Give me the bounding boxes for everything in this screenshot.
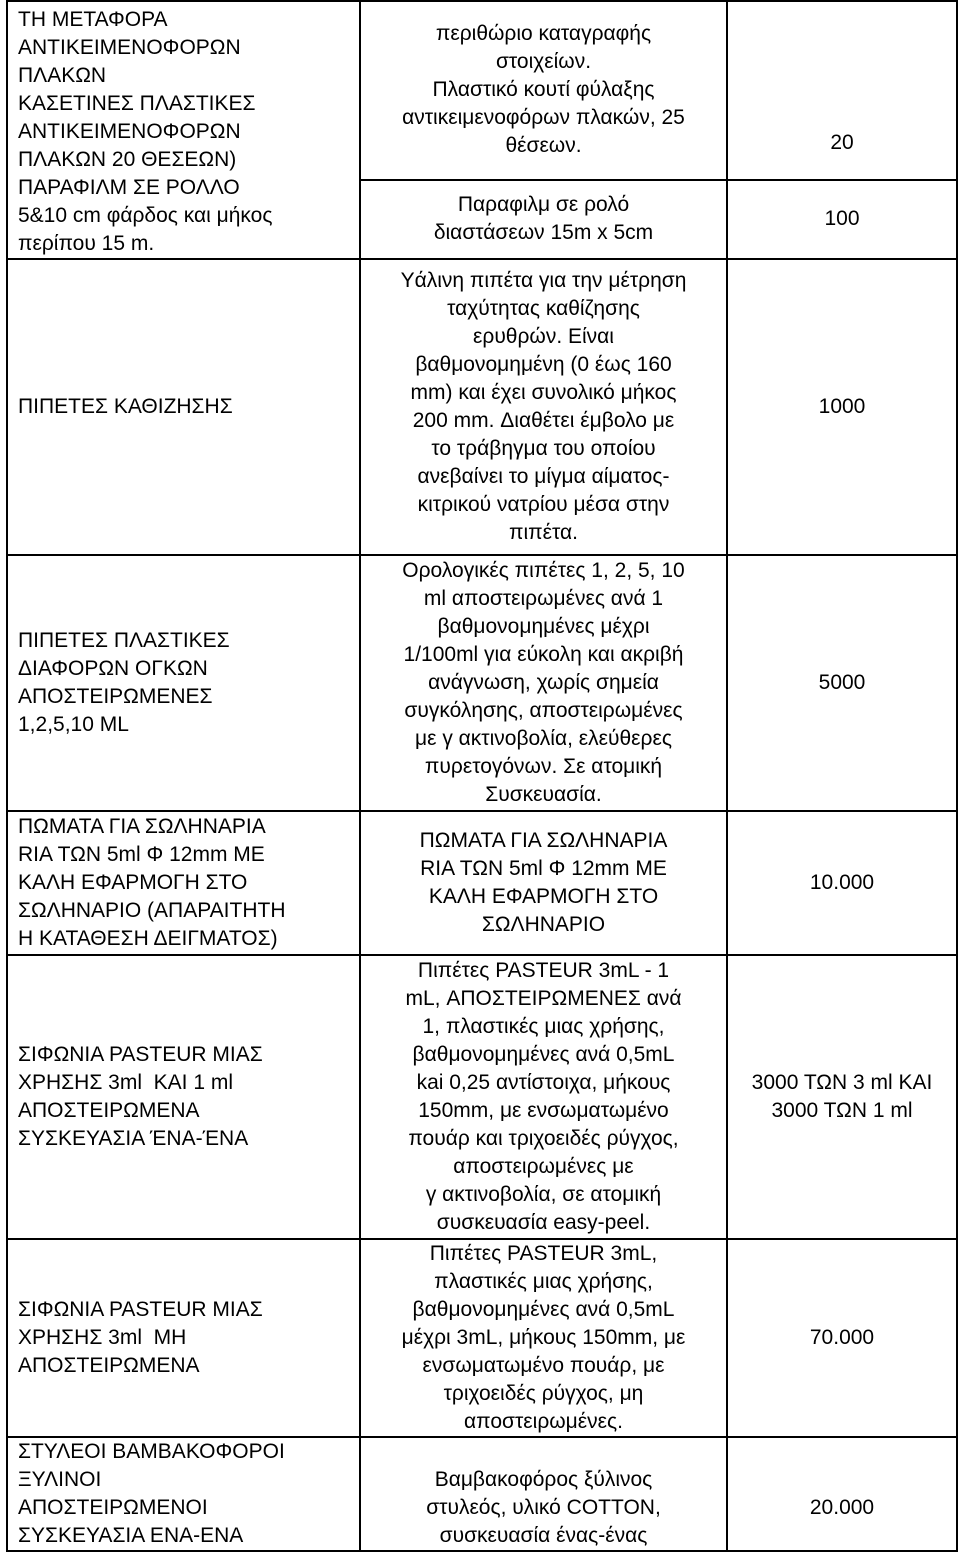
description-text: 200 mm. Διαθέτει έμβολο με [412,409,675,432]
description-text: βαθμονομημένες ανά 0,5mL [412,1298,675,1321]
description-cell [360,1,727,180]
description-text: ΣΩΛΗΝΑΡΙΟ [481,913,606,936]
description-cell [360,180,727,259]
table-row [7,1239,957,1437]
description-text: πλαστικές μιας χρήσης, [434,1270,653,1293]
description-text: πιπέτα. [509,521,578,544]
item-text: ΞΥΛΙΝΟΙ [18,1468,102,1491]
description-text: mL, ΑΠΟΣΤΕΙΡΩΜΕΝΕΣ ανά [405,987,682,1010]
quantity-text: 20.000 [809,1496,875,1519]
item-text: ΠΛΑΚΩΝ 20 ΘΕΣΕΩΝ) [18,148,237,171]
table-row [7,955,957,1239]
description-text: κιτρικού νατρίου μέσα στην [417,493,670,516]
quantity-cell [727,811,957,955]
item-text: ΑΝΤΙΚΕΙΜΕΝΟΦΟΡΩΝ [18,36,241,59]
items-table-body [7,1,957,1551]
description-text: Ορολογικές πιπέτες 1, 2, 5, 10 [402,559,685,582]
description-text: kai 0,25 αντίστοιχα, μήκους [416,1071,671,1094]
description-text: αποστειρωμένες με [453,1155,634,1178]
description-text: συσκευασία ένας-ένας [439,1524,648,1547]
description-text: περιθώριο καταγραφής [435,22,652,46]
item-text: ΧΡΗΣΗΣ 3ml ΚΑΙ 1 ml [18,1071,234,1094]
description-text: Πιπέτες PASTEUR 3mL, [429,1242,658,1265]
item-text: ΚΑΛΗ ΕΦΑΡΜΟΓΗ ΣΤΟ [18,871,248,894]
description-text: συγκόλησης, αποστειρωμένες [404,699,683,722]
item-text: ΠΛΑΚΩΝ [18,64,107,87]
description-text: ταχύτητας καθίζησης [447,297,640,320]
item-text: ΣΩΛΗΝΑΡΙΟ (ΑΠΑΡΑΙΤΗΤΗ [18,899,286,922]
quantity-cell [727,259,957,555]
description-text: στοιχείων. [495,50,592,74]
item-text: ΣΥΣΚΕΥΑΣΙΑ ΈΝΑ-ΈΝΑ [18,1127,249,1150]
description-text: ερυθρών. Είναι [473,325,614,348]
item-cell [7,259,360,555]
description-text: αντικειμενοφόρων πλακών, 25 [402,106,685,130]
table-row [7,811,957,955]
description-text: με γ ακτινοβολία, ελεύθερες [415,727,672,750]
description-text: Πιπέτες PASTEUR 3mL - 1 [417,959,670,982]
description-text: Βαμβακοφόρος ξύλινος [434,1468,653,1491]
description-text: γ ακτινοβολία, σε ατομική [425,1183,662,1206]
quantity-cell [727,1,957,180]
description-text: βαθμονομημένη (0 έως 160 [415,353,672,376]
description-text: πουάρ και τριχοειδές ρύγχος, [408,1127,679,1150]
description-text: mm) και έχει συνολικό μήκος [410,381,677,404]
description-text: αποστειρωμένες. [464,1410,623,1433]
table-row [7,259,957,555]
item-text: ΠΩΜΑΤΑ ΓΙΑ ΣΩΛΗΝΑΡΙΑ [18,815,266,838]
description-cell [360,259,727,555]
item-cell [7,1437,360,1551]
description-text: διαστάσεων 15m x 5cm [433,221,654,245]
quantity-cell [727,955,957,1239]
description-text: Παραφιλμ σε ρολό [457,193,630,217]
description-text: στυλεός, υλικό COTTON, [426,1496,661,1519]
item-text: RIA ΤΩΝ 5ml Φ 12mm ΜΕ [18,843,265,866]
quantity-text: 3000 ΤΩΝ 1 ml [771,1099,913,1122]
quantity-cell [727,1437,957,1551]
quantity-cell [727,555,957,811]
quantity-text: 100 [824,207,860,231]
items-table [6,0,958,1552]
item-text: ΑΠΟΣΤΕΙΡΩΜΕΝΟΙ [18,1496,208,1519]
quantity-text: 20 [830,130,854,154]
item-text: ΣΥΣΚΕΥΑΣΙΑ ΕΝΑ-ΕΝΑ [18,1524,244,1547]
description-cell [360,955,727,1239]
quantity-text: 70.000 [809,1326,875,1349]
table-row [7,1,957,180]
description-text: βαθμονομημένες μέχρι [437,615,650,638]
item-text: ΑΠΟΣΤΕΙΡΩΜΕΝΑ [18,1099,200,1122]
item-text: 1,2,5,10 ML [18,713,129,736]
item-text: ΣΙΦΩΝΙΑ PASTEUR ΜΙΑΣ [18,1298,263,1321]
item-text: ΣΤΥΛΕΟΙ ΒΑΜΒΑΚΟΦΟΡΟΙ [18,1440,285,1463]
quantity-text: 10.000 [809,871,875,894]
description-text: Συσκευασία. [485,783,602,806]
description-text: πυρετογόνων. Σε ατομική [424,755,663,778]
item-text: ΤΗ ΜΕΤΑΦΟΡΑ [18,8,168,31]
description-text: Υάλινη πιπέτα για την μέτρηση [400,269,687,292]
description-text: ανάγνωση, χωρίς σημεία [428,671,659,694]
description-text: βαθμονομημένες ανά 0,5mL [412,1043,675,1066]
description-text: 150mm, με ενσωματωμένο [418,1099,669,1122]
description-cell [360,811,727,955]
description-text: Πλαστικό κουτί φύλαξης [432,78,655,102]
description-text: ΚΑΛΗ ΕΦΑΡΜΟΓΗ ΣΤΟ [428,885,659,908]
description-cell [360,1239,727,1437]
description-cell [360,555,727,811]
table-row [7,1437,957,1551]
description-text: ενσωματωμένο πουάρ, με [422,1354,665,1377]
item-text: ΑΝΤΙΚΕΙΜΕΝΟΦΟΡΩΝ [18,120,241,143]
item-text: Η ΚΑΤΑΘΕΣΗ ΔΕΙΓΜΑΤΟΣ) [18,927,278,950]
item-text: ΑΠΟΣΤΕΙΡΩΜΕΝΑ [18,1354,200,1377]
item-text: περίπου 15 m. [18,232,155,255]
item-text: 5&10 cm φάρδος και μήκος [18,204,273,227]
quantity-cell [727,180,957,259]
item-cell [7,955,360,1239]
quantity-text: 3000 ΤΩΝ 3 ml ΚΑΙ [751,1071,933,1094]
description-text: μέχρι 3mL, μήκους 150mm, με [401,1326,686,1349]
description-text: ml αποστειρωμένες ανά 1 [423,587,664,610]
quantity-text: 1000 [818,395,866,418]
description-text: τριχοειδές ρύγχος, μη [443,1382,644,1405]
item-text: ΠΙΠΕΤΕΣ ΠΛΑΣΤΙΚΕΣ [18,629,230,652]
item-text: ΧΡΗΣΗΣ 3ml ΜΗ [18,1326,187,1349]
description-text: 1, πλαστικές μιας χρήσης, [422,1015,665,1038]
description-text: συσκευασία easy-peel. [436,1211,651,1234]
item-cell [7,1239,360,1437]
item-text: ΠΑΡΑΦΙΛΜ ΣΕ ΡΟΛΛΟ [18,176,240,199]
table-row [7,555,957,811]
description-text: 1/100ml για εύκολη και ακριβή [403,643,684,666]
description-text: ΠΩΜΑΤΑ ΓΙΑ ΣΩΛΗΝΑΡΙΑ [419,829,668,852]
quantity-text: 5000 [818,671,866,694]
item-text: ΚΑΣΕΤΙΝΕΣ ΠΛΑΣΤΙΚΕΣ [18,92,256,115]
description-text: θέσεων. [505,134,582,158]
description-text: το τράβηγμα του οποίου [431,437,656,460]
item-cell [7,811,360,955]
item-text: ΔΙΑΦΟΡΩΝ ΟΓΚΩΝ [18,657,208,680]
quantity-cell [727,1239,957,1437]
item-text: ΠΙΠΕΤΕΣ ΚΑΘΙΖΗΣΗΣ [18,395,233,418]
description-text: RIA ΤΩΝ 5ml Φ 12mm ΜΕ [420,857,667,880]
item-text: ΑΠΟΣΤΕΙΡΩΜΕΝΕΣ [18,685,213,708]
description-text: ανεβαίνει το μίγμα αίματος- [417,465,670,488]
description-cell [360,1437,727,1551]
item-text: ΣΙΦΩΝΙΑ PASTEUR ΜΙΑΣ [18,1043,263,1066]
item-cell [7,555,360,811]
item-cell [7,1,360,259]
